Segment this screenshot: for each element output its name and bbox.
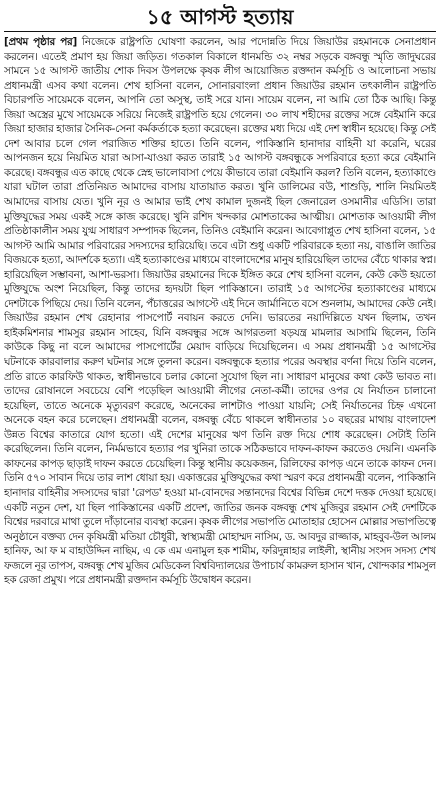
article-body (4, 35, 436, 795)
article-headline: ১৫ আগস্ট হত্যায় (146, 5, 294, 29)
article-text: নিজেকে রাষ্ট্রপতি ঘোষণা করলেন, আর পদোন্নতি দিয়ে জিয়াউর রহমানকে সেনাপ্রধান করলেন। এতেই প্রমাণ হয় জিয়া জড়িত। গতকাল বিকালে ধানমন্ডি ৩২ নম্বর সড়কে বঙ্গবন্ধু স্মৃতি জাদুঘরের সামনে ১৫ আগস্ট জাতীয় শোক দিবস উপলক্ষে কৃষক লীগ আয়োজিত রক্তদান কর্মসূচি ও আলোচনা সভায় প্রধানমন্ত্রী এসব কথা বলেন। শেখ হাসিনা বলেন, সোনারবাংলা প্রধান জিয়াউর রহমান তৎকালীন রাষ্ট্রপতি বিচারপতি সায়েমকে বলেন, আপনি তো অসুস্থ, তাই সরে যান। সায়েম বলেন, না আমি তো ঠিক আছি। কিন্তু জিয়া অস্ত্রের মুখে সায়েমকে সরিয়ে নিজেই রাষ্ট্রপতি হয়ে গেলেন। ৩০ লাখ শহীদের রক্তের সঙ্গে বেইমানি করে জিয়া হাজার হাজার সৈনিক-সেনা কর্মকর্তাকে হত্যা করেছেন। রক্তের মধ্য দিয়ে এই দেশ স্বাধীন হয়েছে। কিন্তু সেই দেশ আবার চলে গেল পরাজিত শক্তির হাতে। তিনি বলেন, পাকিস্তানি হানাদার বাহিনী যা করেনি, ঘরের আপনজন হয়ে নিয়মিত যারা আসা-যাওয়া করত তারাই ১৫ আগস্ট বঙ্গবন্ধুকে সপরিবারে হত্যা করে বেইমানি করেছে। বঙ্গবন্ধুর এত কাছে থেকে স্নেহ ভালোবাসা পেয়ে কীভাবে তারা বেইমানি করল? তিনি বলেন, হত্যাকাণ্ডে যারা ঘটাল তারা প্রতিনিয়ত আমাদের বাসায় যাতায়াত করত। খুনি ডালিমের বউ, শাশুড়ি, শালি নিয়মিতই আমাদের বাসায় যেত। খুনি নূর ও আমার ভাই শেখ কামাল দুজনই ছিল জেনারেল ওসমানীর এডিসি। তারা মুক্তিযুদ্ধের সময় একই সঙ্গে কাজ করেছে। খুনি রশিদ খন্দকার মোশতাকের আত্মীয়। মোশতাক আওয়ামী লীগ প্রতিষ্ঠাকালীন সময় যুগ্ম সাধারণ সম্পাদক ছিলেন, তিনিও বেইমানি করেন। আবেগাপ্লুত শেখ হাসিনা বলেন, ১৫ আগস্ট আমি আমার পরিবারের সদস্যদের হারিয়েছি। তবে এটা শুধু একটি পরিবারকে হত্যা নয়, বাঙালি জাতির বিজয়কে হত্যা, আদর্শকে হত্যা। এই হত্যাকাণ্ডের মাধ্যমে বাংলাদেশের মানুষ হারিয়েছিল তাদের বেঁচে থাকার স্বপ্ন। হারিয়েছিল সম্ভাবনা, আশা-ভরসা। জিয়াউর রহমানের দিকে ইঙ্গিত করে শেখ হাসিনা বলেন, কেউ কেউ হয়তো মুক্তিযুদ্ধে অংশ নিয়েছিল, কিন্তু তাদের হৃদয়টা ছিল পাকিস্তানে। তারাই ১৫ আগস্টের হত্যাকাণ্ডের মাধ্যমে দেশটাকে পিছিয়ে দেয়। তিনি বলেন, পঁচাত্তরের আগস্টে এই দিনে জার্মানিতে বসে শুনলাম, আমাদের কেউ নেই। জিয়াউর রহমান শেখ রেহানার পাসপোর্ট নবায়ন করতে দেনি। ভারতের নয়াদিল্লিতে যখন ছিলাম, তখন হাইকমিশনার শামসুর রহমান সাহেব, যিনি বঙ্গবন্ধুর সঙ্গে আগরতলা ষড়যন্ত্র মামলার আসামি ছিলেন, তিনি কাউকে কিছু না বলে আমাদের পাসপোর্টের মেয়াদ বাড়িয়ে দিয়েছিলেন। এ সময় প্রধানমন্ত্রী ১৫ আগস্টের ঘটনাকে কারবালার করুণ ঘটনার সঙ্গে তুলনা করেন। বঙ্গবন্ধুকে হত্যার পরের অবস্থার বর্ণনা দিয়ে তিনি বলেন, প্রতি রাতে কারফিউ থাকত, স্বাধীনভাবে চলার কোনো সুযোগ ছিল না। সাধারণ মানুষের কথা কেউ ভাবত না। তাদের রোষানলে সবচেয়ে বেশি পড়েছিল আওয়ামী লীগের নেতা-কর্মী। তাদের ওপর যে নির্যাতন চালানো হয়েছিল, তাতে অনেকে মৃত্যুবরণ করেছে, অনেকের লাশটাও পাওয়া যায়নি; সেই নির্যাতনের চিহ্ন এখনো অনেকে বহন করে চলেছেন। প্রধানমন্ত্রী বলেন, বঙ্গবন্ধু বেঁচে থাকলে স্বাধীনতার ১০ বছরের মাথায় বাংলাদেশ উন্নত বিশ্বের কাতারে যোগ হতো। এই দেশের মানুষের ঋণ তিনি রক্ত দিয়ে শোধ করেছেন। সেটাই তিনি করেছিলেন। তিনি বলেন, নির্মমভাবে হত্যার পর খুনিরা তাকে সঠিকভাবে দাফন-কাফন করতেও দেয়নি। এমনকি কাফনের কাপড় ছাড়াই দাফন করতে চেয়েছিল। কিন্তু স্থানীয় কয়েকজন, রিলিফের কাপড় এনে তাকে কাফন দেন। তিনি ৫৭০ সাবান দিয়ে তার লাশ ধোয়া হয়। একাত্তরের মুক্তিযুদ্ধের কথা স্মরণ করে প্রধানমন্ত্রী বলেন, পাকিস্তানি হানাদার বাহিনীর সদস্যদের দ্বারা 'রেপড' হওয়া মা-বোনদের সন্তানদের বিশ্বের বিভিন্ন দেশে দত্তক দেওয়া হয়েছে। একটি নতুন দেশ, যা ছিল পাকিস্তানের একটি প্রদেশ, জাতির জনক বঙ্গবন্ধু শেখ মুজিবুর রহমান সেই দেশটিকে বিশ্বের দরবারে মাথা তুলে দাঁড়ানোর ব্যবস্থা করেন। কৃষক লীগের সভাপতি মোতাহার হোসেন মোল্লার সভাপতিত্বে অনুষ্ঠানে বক্তব্য দেন কৃষিমন্ত্রী মতিয়া চৌধুরী, স্বাস্থ্যমন্ত্রী মোহাম্মদ নাসিম, ড. আবদুর রাজ্জাক, মাহবুব-উল আলম হানিফ, আ ফ ম বাহাউদ্দিন নাছিম, এ কে এম এনামুল হক শামীম, ফরিদুন্নাহার লাইলী, স্থানীয় সংসদ সদস্য শেখ ফজলে নূর তাপস, বঙ্গবন্ধু শেখ মুজিব মেডিকেল বিশ্ববিদ্যালয়ের উপাচার্য কামরুল হাসান খান, খোন্দকার শামসুল হক রেজা প্রমুখ। পরে প্রধানমন্ত্রী রক্তদান কর্মসূচি উদ্বোধন করেন। (4, 36, 436, 587)
article-paragraph (4, 35, 436, 588)
continuation-label: [প্রথম পৃষ্ঠার পর] (4, 36, 78, 48)
headline-divider (4, 31, 436, 32)
